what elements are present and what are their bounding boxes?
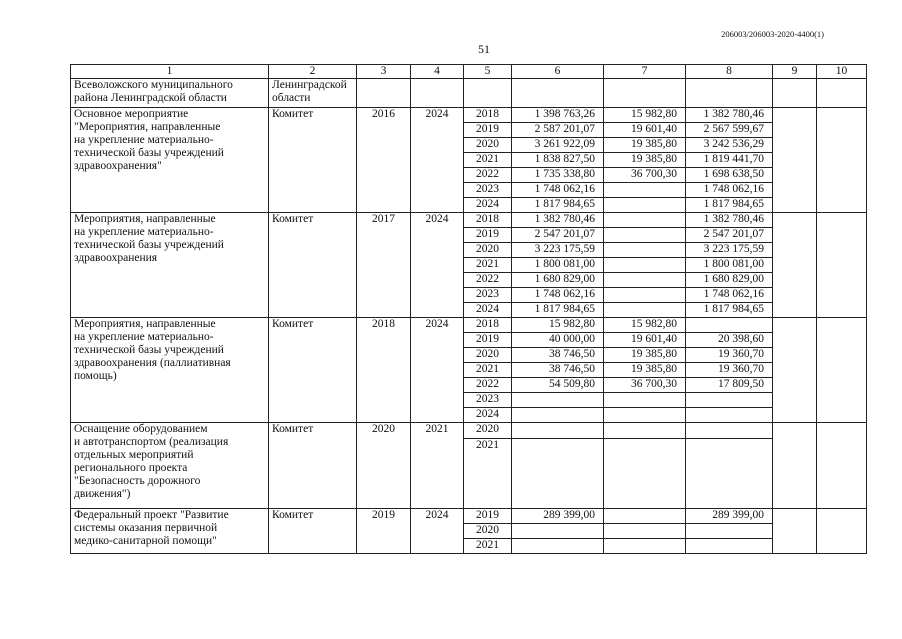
total-amount: 1 748 062,16 xyxy=(512,288,604,303)
activity-description: Федеральный проект "Развитие системы оказания первичной медико-санитарной помощи" xyxy=(71,509,269,554)
header-col-3: 3 xyxy=(357,65,411,79)
local-amount: 2 547 201,07 xyxy=(686,228,773,243)
year-cell: 2020 xyxy=(464,524,512,539)
local-amount: 1 382 780,46 xyxy=(686,108,773,123)
header-col-8: 8 xyxy=(686,65,773,79)
header-col-4: 4 xyxy=(411,65,464,79)
local-amount xyxy=(686,439,773,509)
year-cell: 2020 xyxy=(464,423,512,439)
end-year: 2024 xyxy=(411,213,464,318)
executor: Комитет xyxy=(269,213,357,318)
start-year: 2018 xyxy=(357,318,411,423)
regional-amount xyxy=(604,439,686,509)
local-amount xyxy=(686,393,773,408)
year-cell: 2022 xyxy=(464,168,512,183)
start-year: 2017 xyxy=(357,213,411,318)
total-amount: 1 817 984,65 xyxy=(512,303,604,318)
col10-cell xyxy=(817,213,867,318)
regional-amount: 15 982,80 xyxy=(604,108,686,123)
local-amount xyxy=(686,318,773,333)
local-amount: 19 360,70 xyxy=(686,363,773,378)
regional-amount xyxy=(604,198,686,213)
col9-cell xyxy=(773,108,817,213)
total-amount xyxy=(512,408,604,423)
local-amount: 1 817 984,65 xyxy=(686,198,773,213)
regional-amount xyxy=(604,539,686,554)
year-cell: 2019 xyxy=(464,509,512,524)
year-cell: 2023 xyxy=(464,288,512,303)
header-row xyxy=(71,65,867,79)
local-amount xyxy=(686,524,773,539)
col9-cell xyxy=(773,509,817,554)
total-amount xyxy=(512,539,604,554)
local-amount: 3 242 536,29 xyxy=(686,138,773,153)
header-col-5: 5 xyxy=(464,65,512,79)
end-year: 2024 xyxy=(411,509,464,554)
year-cell: 2021 xyxy=(464,539,512,554)
local-amount xyxy=(686,539,773,554)
activity-description: Оснащение оборудованием и автотранспортом (реализация отдельных мероприятий регионального проекта "Безопасность дорожного движения") xyxy=(71,423,269,509)
activity-description: Мероприятия, направленные на укрепление материально- технической базы учреждений здравоохранения (паллиативная помощь) xyxy=(71,318,269,423)
year-cell: 2018 xyxy=(464,108,512,123)
year-cell: 2020 xyxy=(464,348,512,363)
activity-description: Мероприятия, направленные на укрепление материально- технической базы учреждений здравоохранения xyxy=(71,213,269,318)
table-row xyxy=(71,318,867,333)
regional-amount xyxy=(604,243,686,258)
year-cell: 2021 xyxy=(464,363,512,378)
start-year: 2016 xyxy=(357,108,411,213)
total-amount xyxy=(512,524,604,539)
local-amount: 2 567 599,67 xyxy=(686,123,773,138)
start-year: 2020 xyxy=(357,423,411,509)
total-amount: 15 982,80 xyxy=(512,318,604,333)
total-amount: 38 746,50 xyxy=(512,363,604,378)
executor: Комитет xyxy=(269,423,357,509)
total-amount: 1 748 062,16 xyxy=(512,183,604,198)
col9-cell xyxy=(773,318,817,423)
local-amount: 1 748 062,16 xyxy=(686,183,773,198)
budget-table xyxy=(70,64,867,554)
regional-amount xyxy=(604,423,686,439)
regional-amount xyxy=(604,213,686,228)
total-amount: 1 680 829,00 xyxy=(512,273,604,288)
year-cell: 2019 xyxy=(464,123,512,138)
total-amount: 1 735 338,80 xyxy=(512,168,604,183)
regional-amount xyxy=(604,408,686,423)
year-cell: 2024 xyxy=(464,303,512,318)
local-amount: 3 223 175,59 xyxy=(686,243,773,258)
local-amount: 1 748 062,16 xyxy=(686,288,773,303)
total-amount: 3 223 175,59 xyxy=(512,243,604,258)
regional-amount: 19 385,80 xyxy=(604,153,686,168)
year-cell: 2023 xyxy=(464,393,512,408)
local-amount: 1 680 829,00 xyxy=(686,273,773,288)
activity-description: Основное мероприятие "Мероприятия, направленные на укрепление материально- технической базы учреждений здравоохранения" xyxy=(71,108,269,213)
col10-cell xyxy=(817,318,867,423)
year-cell: 2021 xyxy=(464,439,512,509)
regional-amount: 36 700,30 xyxy=(604,168,686,183)
local-amount: 1 382 780,46 xyxy=(686,213,773,228)
regional-amount xyxy=(604,303,686,318)
executor: Комитет xyxy=(269,318,357,423)
regional-amount xyxy=(604,183,686,198)
local-amount: 17 809,50 xyxy=(686,378,773,393)
header-col-6: 6 xyxy=(512,65,604,79)
start-year: 2019 xyxy=(357,509,411,554)
intro-row xyxy=(71,79,867,108)
total-amount: 1 838 827,50 xyxy=(512,153,604,168)
regional-amount xyxy=(604,288,686,303)
intro-col2: Ленинградской области xyxy=(269,79,357,108)
year-cell: 2022 xyxy=(464,378,512,393)
total-amount: 289 399,00 xyxy=(512,509,604,524)
year-cell: 2024 xyxy=(464,198,512,213)
year-cell: 2019 xyxy=(464,228,512,243)
page-number: 51 xyxy=(478,42,490,56)
total-amount: 1 382 780,46 xyxy=(512,213,604,228)
col9-cell xyxy=(773,213,817,318)
table-row xyxy=(71,509,867,524)
regional-amount xyxy=(604,228,686,243)
end-year: 2024 xyxy=(411,318,464,423)
local-amount: 1 698 638,50 xyxy=(686,168,773,183)
executor: Комитет xyxy=(269,108,357,213)
total-amount: 38 746,50 xyxy=(512,348,604,363)
intro-col1: Всеволожского муниципального района Ленинградской области xyxy=(71,79,269,108)
year-cell: 2023 xyxy=(464,183,512,198)
end-year: 2024 xyxy=(411,108,464,213)
regional-amount: 19 601,40 xyxy=(604,333,686,348)
year-cell: 2018 xyxy=(464,213,512,228)
regional-amount: 15 982,80 xyxy=(604,318,686,333)
executor: Комитет xyxy=(269,509,357,554)
local-amount xyxy=(686,408,773,423)
end-year: 2021 xyxy=(411,423,464,509)
total-amount: 40 000,00 xyxy=(512,333,604,348)
header-col-10: 10 xyxy=(817,65,867,79)
regional-amount xyxy=(604,393,686,408)
year-cell: 2024 xyxy=(464,408,512,423)
local-amount xyxy=(686,423,773,439)
regional-amount: 19 601,40 xyxy=(604,123,686,138)
year-cell: 2020 xyxy=(464,243,512,258)
header-col-1: 1 xyxy=(71,65,269,79)
col10-cell xyxy=(817,423,867,509)
regional-amount: 19 385,80 xyxy=(604,348,686,363)
regional-amount: 36 700,30 xyxy=(604,378,686,393)
year-cell: 2020 xyxy=(464,138,512,153)
header-col-9: 9 xyxy=(773,65,817,79)
local-amount: 1 819 441,70 xyxy=(686,153,773,168)
table-row xyxy=(71,108,867,123)
year-cell: 2021 xyxy=(464,153,512,168)
header-col-2: 2 xyxy=(269,65,357,79)
regional-amount: 19 385,80 xyxy=(604,363,686,378)
col10-cell xyxy=(817,108,867,213)
total-amount: 1 398 763,26 xyxy=(512,108,604,123)
year-cell: 2022 xyxy=(464,273,512,288)
total-amount: 1 800 081,00 xyxy=(512,258,604,273)
total-amount xyxy=(512,423,604,439)
local-amount: 19 360,70 xyxy=(686,348,773,363)
local-amount: 1 800 081,00 xyxy=(686,258,773,273)
regional-amount xyxy=(604,273,686,288)
total-amount: 54 509,80 xyxy=(512,378,604,393)
header-col-7: 7 xyxy=(604,65,686,79)
table-row xyxy=(71,213,867,228)
total-amount: 3 261 922,09 xyxy=(512,138,604,153)
total-amount xyxy=(512,439,604,509)
col10-cell xyxy=(817,509,867,554)
local-amount: 289 399,00 xyxy=(686,509,773,524)
document-id: 206003/206003-2020-4400(1) xyxy=(721,29,824,39)
year-cell: 2019 xyxy=(464,333,512,348)
total-amount xyxy=(512,393,604,408)
col9-cell xyxy=(773,423,817,509)
local-amount: 1 817 984,65 xyxy=(686,303,773,318)
regional-amount xyxy=(604,258,686,273)
total-amount: 2 547 201,07 xyxy=(512,228,604,243)
regional-amount xyxy=(604,509,686,524)
regional-amount: 19 385,80 xyxy=(604,138,686,153)
year-cell: 2021 xyxy=(464,258,512,273)
year-cell: 2018 xyxy=(464,318,512,333)
local-amount: 20 398,60 xyxy=(686,333,773,348)
table-row xyxy=(71,423,867,439)
regional-amount xyxy=(604,524,686,539)
total-amount: 1 817 984,65 xyxy=(512,198,604,213)
total-amount: 2 587 201,07 xyxy=(512,123,604,138)
